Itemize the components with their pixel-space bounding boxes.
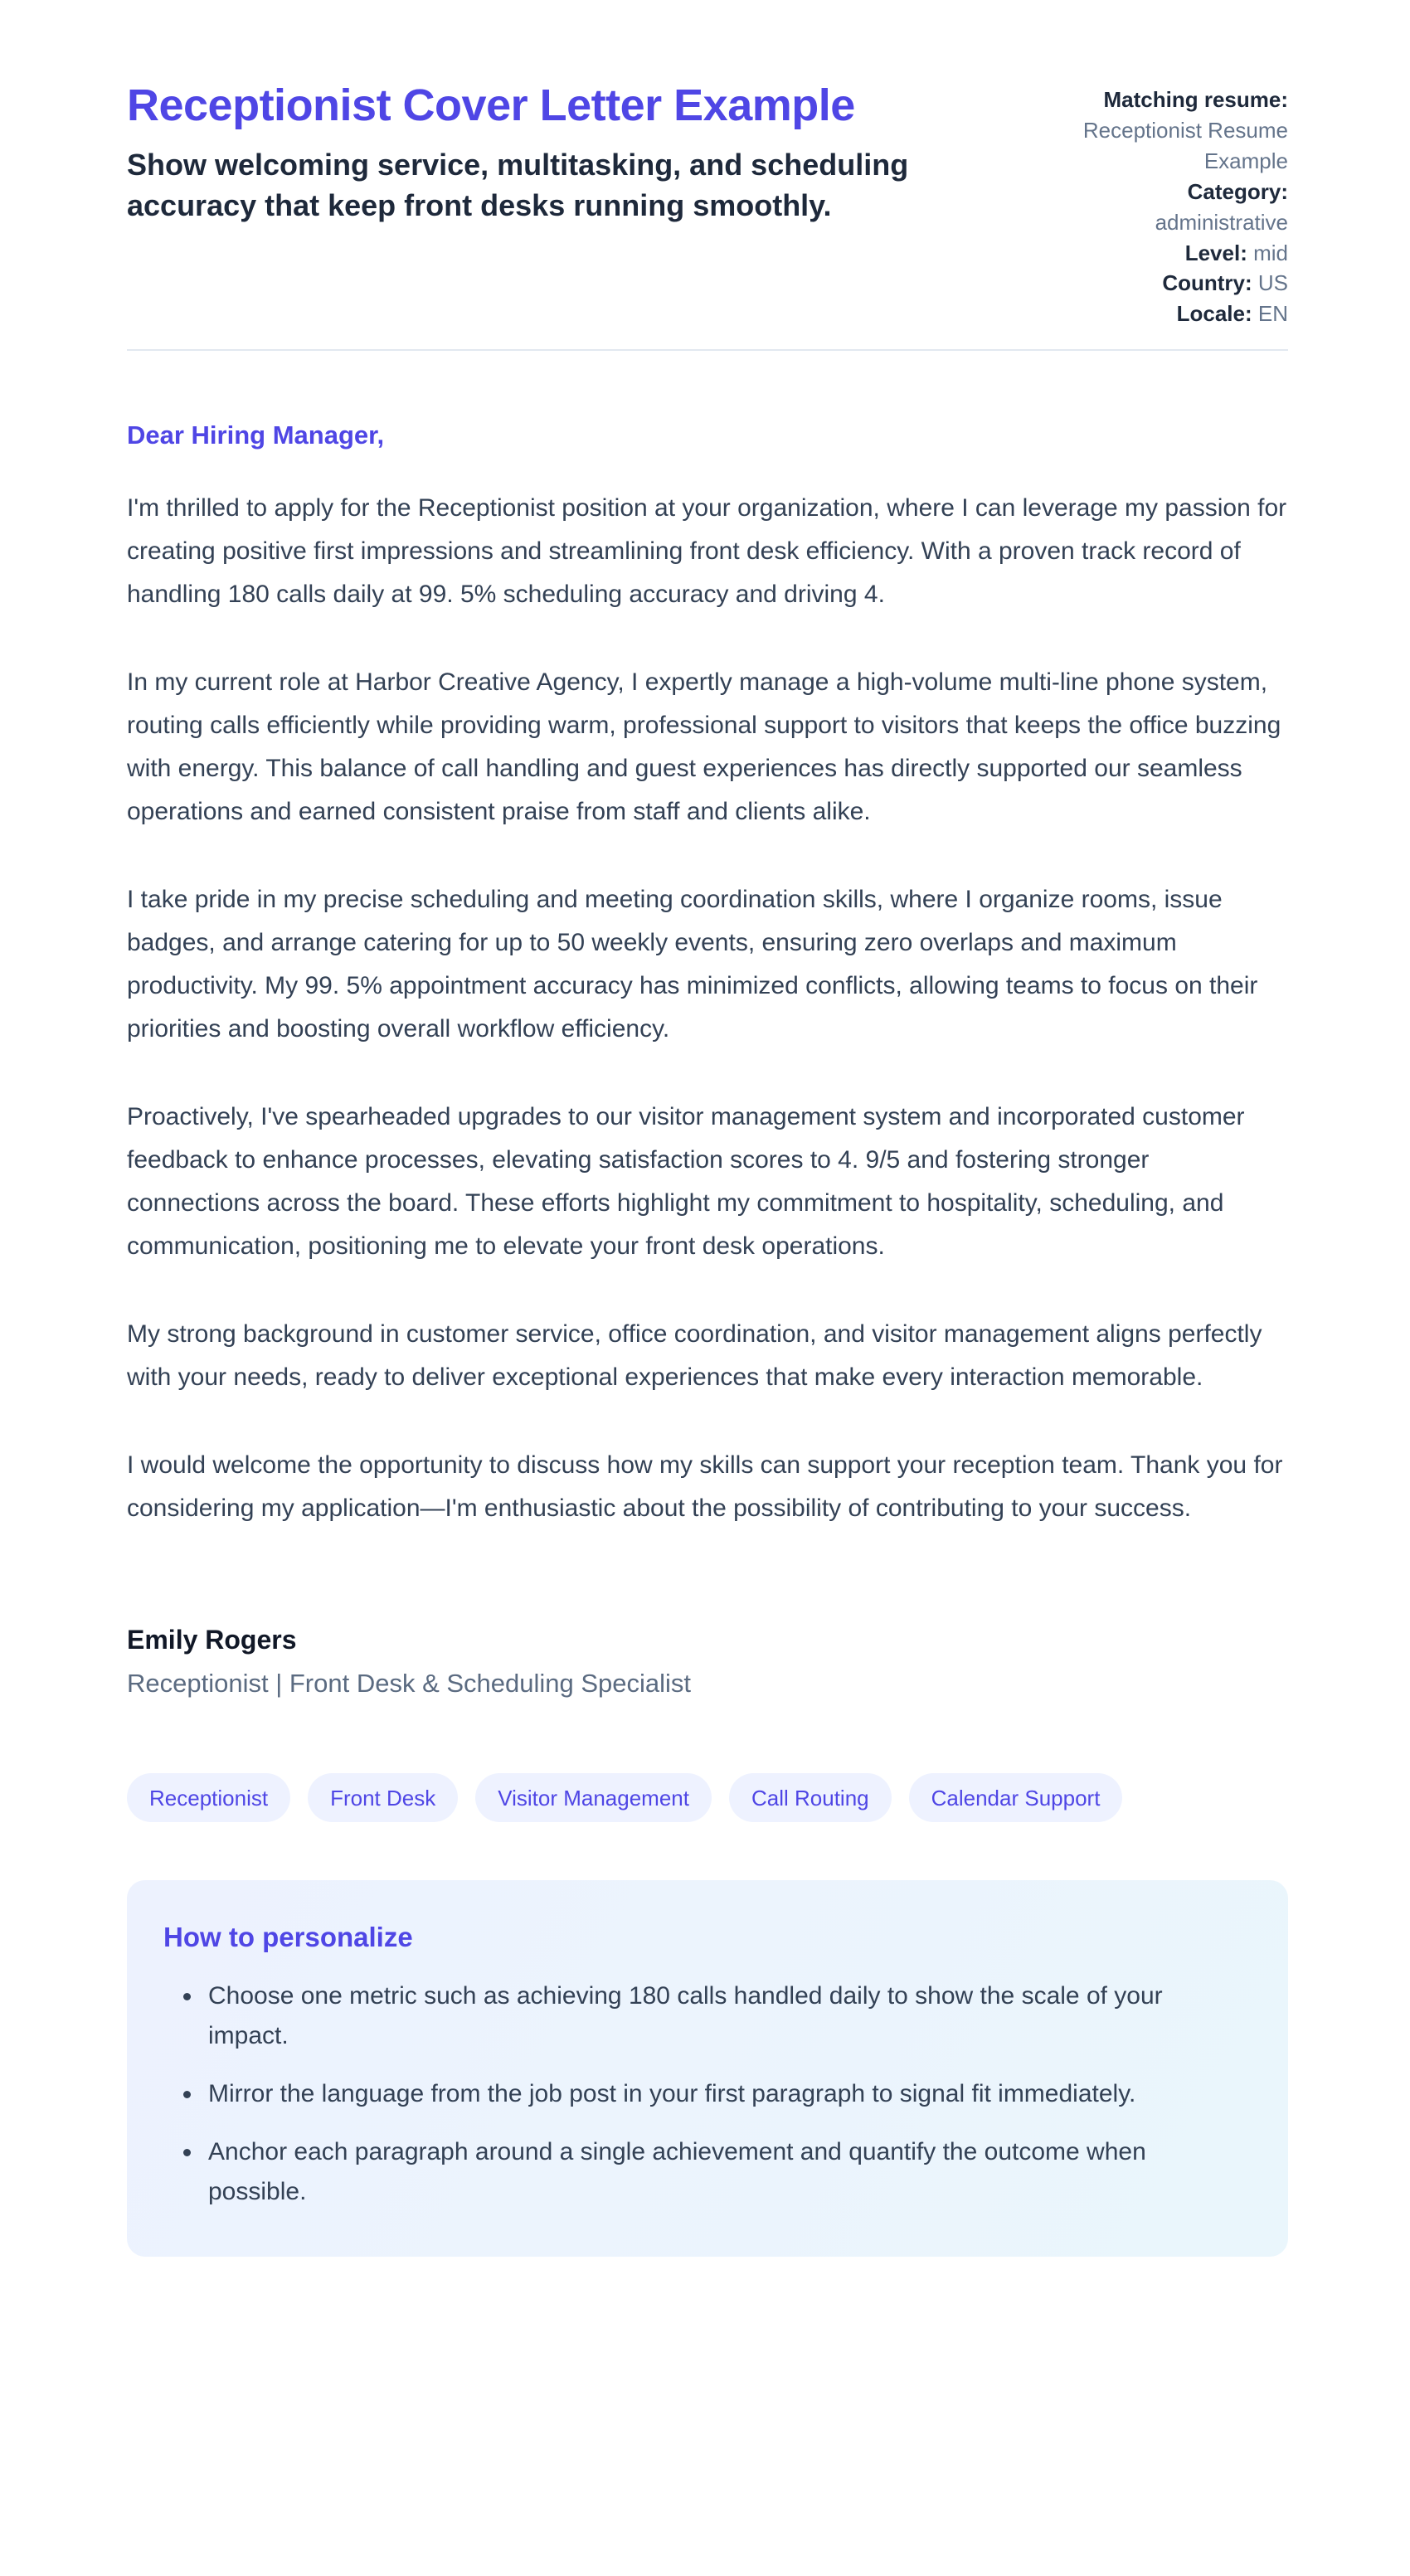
- letter-body: [127, 420, 1288, 2257]
- header-left: [127, 80, 1036, 226]
- page-title: Receptionist Cover Letter Example: [127, 80, 855, 130]
- tag-list: [127, 1773, 1288, 1822]
- letter-paragraph-2: In my current role at Harbor Creative Agency, I expertly manage a high-volume multi-line phone system, routing calls efficiently while providing warm, professional support to visitors that keeps the office buzzing with energy. This balance of call handling and guest experiences has directly supported our seamless operations and earned consistent praise from staff and clients alike.: [127, 668, 1281, 826]
- resume-meta: [1069, 80, 1288, 329]
- page-subtitle: Show welcoming service, multitasking, and scheduling accuracy that keep front desks running smoothly.: [127, 148, 909, 222]
- meta-category: [1069, 177, 1288, 238]
- meta-level-value: mid: [1253, 240, 1288, 265]
- letter-paragraph-3: I take pride in my precise scheduling and meeting coordination skills, where I organize rooms, issue badges, and arrange catering for up to 50 weekly events, ensuring zero overlaps and maximum productivity. My 99. 5% appointment accuracy has minimized conflicts, allowing teams to focus on their priorities and boosting overall workflow efficiency.: [127, 886, 1258, 1043]
- tips-list: [163, 1976, 1248, 2212]
- signature-role: Receptionist | Front Desk & Scheduling Specialist: [127, 1669, 692, 1699]
- tag-pill-call-routing: Call Routing: [729, 1773, 892, 1822]
- tag-pill-calendar-support: Calendar Support: [909, 1773, 1123, 1822]
- tag-pill-receptionist: Receptionist: [127, 1773, 290, 1822]
- letter-paragraph-5: My strong background in customer service, office coordination, and visitor management aligns perfectly with your needs, ready to deliver exceptional experiences that make every interaction memorable.: [127, 1320, 1262, 1392]
- meta-country-label: Country:: [1162, 270, 1252, 296]
- tip-item-2: • Mirror the language from the job post in your first paragraph to signal fit immediately.: [203, 2074, 1198, 2114]
- signature: [127, 1625, 1288, 1699]
- meta-level: [1069, 238, 1288, 269]
- salutation: Dear Hiring Manager,: [127, 420, 385, 450]
- tips-title: How to personalize: [163, 1922, 413, 1953]
- tag-pill-front-desk: Front Desk: [308, 1773, 458, 1822]
- personalization-tips-box: [127, 1880, 1288, 2257]
- letter-paragraph-1: I'm thrilled to apply for the Receptionist position at your organization, where I can leverage my passion for creating positive first impressions and streamlining front desk efficiency. With a proven track record of handling 180 calls daily at 99. 5% scheduling accuracy and driving 4.: [127, 494, 1287, 609]
- meta-country: [1069, 268, 1288, 299]
- letter-paragraph-4: Proactively, I've spearheaded upgrades to our visitor management system and incorporated customer feedback to enhance processes, elevating satisfaction scores to 4. 9/5 and fostering stronger connections across the board. These efforts highlight my commitment to hospitality, scheduling, and communication, positioning me to elevate your front desk operations.: [127, 1103, 1245, 1261]
- meta-locale-label: Locale:: [1176, 301, 1252, 327]
- meta-country-value: US: [1257, 270, 1288, 296]
- divider: [127, 349, 1288, 351]
- tag-pill-visitor-management: Visitor Management: [475, 1773, 712, 1822]
- meta-matching-resume-label: Matching resume:: [1103, 87, 1288, 112]
- meta-level-label: Level:: [1184, 240, 1247, 265]
- header: [127, 80, 1288, 329]
- meta-locale-value: EN: [1257, 301, 1288, 327]
- meta-matching-resume-value: Receptionist Resume Example: [1082, 117, 1288, 173]
- meta-category-label: Category:: [1187, 178, 1288, 204]
- meta-matching-resume: [1069, 85, 1288, 177]
- tip-item-3: • Anchor each paragraph around a single achievement and quantify the outcome when possible.: [203, 2132, 1198, 2212]
- letter-paragraph-6: I would welcome the opportunity to discuss how my skills can support your reception team. Thank you for considering my application—I'm enthusiastic about the possibility of contributing to your success.: [127, 1451, 1283, 1523]
- meta-locale: [1069, 299, 1288, 329]
- meta-category-value: administrative: [1155, 209, 1288, 235]
- signature-name: Emily Rogers: [127, 1625, 297, 1655]
- tip-item-1: • Choose one metric such as achieving 180 calls handled daily to show the scale of your impact.: [203, 1976, 1198, 2056]
